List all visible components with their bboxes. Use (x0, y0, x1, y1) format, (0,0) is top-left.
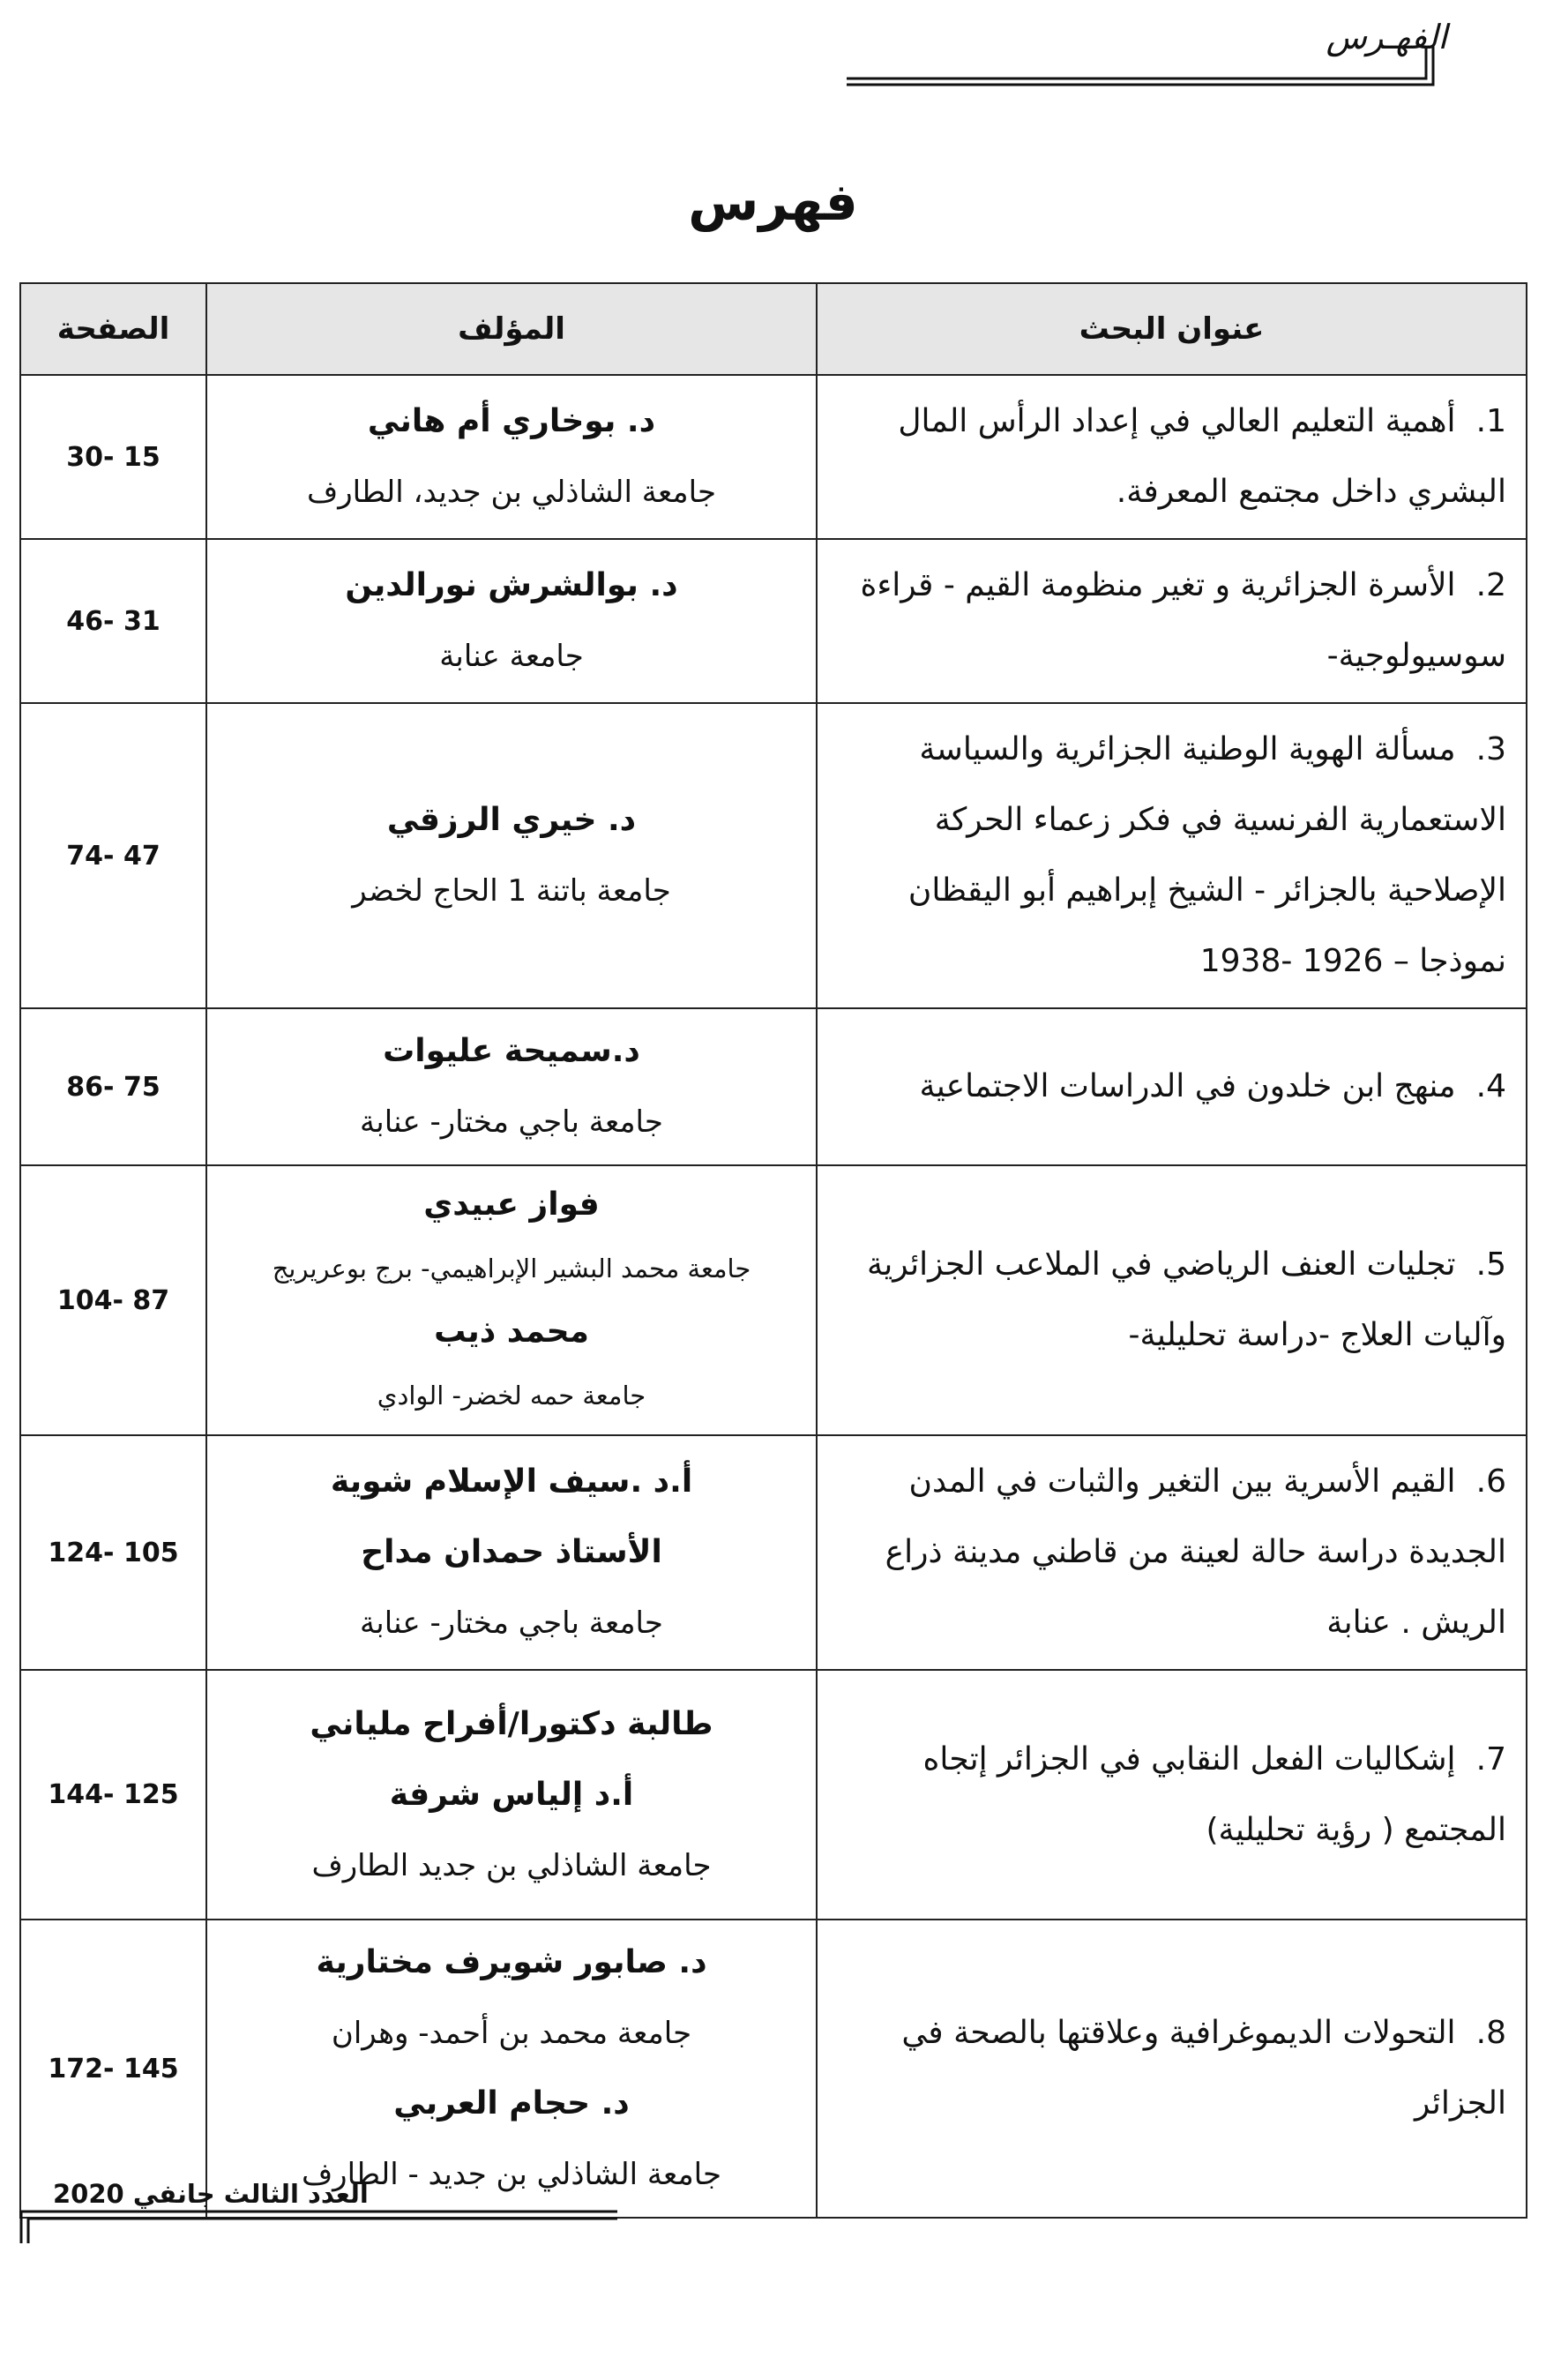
row-title-text: التحولات الديموغرافية وعلاقتها بالصحة في الجزائر (901, 2015, 1506, 2122)
row-title-text: تجليات العنف الرياضي في الملاعب الجزائرية وآليات العلاج -دراسة تحليلية- (866, 1246, 1506, 1353)
table-row (20, 1165, 1527, 1435)
table-row (20, 1670, 1527, 1920)
table-row (20, 539, 1527, 703)
author-name: د. بوخاري أم هاني (367, 403, 656, 439)
row-authors (206, 1670, 817, 1920)
header-title: عنوان البحث (817, 283, 1527, 375)
row-pages: 75 -86 (20, 1008, 206, 1165)
table-row (20, 1920, 1527, 2218)
header-author: المؤلف (206, 283, 817, 375)
table-row (20, 375, 1527, 539)
row-authors (206, 1165, 817, 1435)
author-name: د. بوالشرش نورالدين (345, 567, 678, 603)
table-row (20, 703, 1527, 1008)
author-affiliation: جامعة الشاذلي بن جديد - الطارف (301, 2157, 722, 2192)
author-affiliation: جامعة عنابة (439, 639, 584, 674)
row-title (817, 1670, 1527, 1920)
running-head: الفهـرس (1326, 18, 1447, 56)
row-title (817, 1165, 1527, 1435)
issue-footer: العدد الثالث جانفي 2020 (53, 2179, 369, 2209)
author-name: د. صابور شويرف مختارية (316, 1944, 707, 1980)
author-name: طالبة دكتورا/أفراح ملياني (310, 1705, 713, 1742)
row-number: 5. (1475, 1246, 1506, 1283)
header-rule (847, 34, 1446, 88)
row-authors (206, 1435, 817, 1670)
author-name: د.سميحة عليوات (383, 1033, 640, 1069)
row-pages: 125 -144 (20, 1670, 206, 1920)
author-name: أ.د .سيف الإسلام شوية (330, 1463, 693, 1500)
author-name: د. حجام العربي (393, 2085, 630, 2122)
row-authors (206, 703, 817, 1008)
row-number: 2. (1475, 567, 1506, 603)
author-affiliation: جامعة حمه لخضر- الوادي (377, 1381, 646, 1411)
row-number: 3. (1475, 731, 1506, 767)
author-affiliation: جامعة باجي مختار- عنابة (360, 1605, 663, 1641)
row-title (817, 1920, 1527, 2218)
author-affiliation: جامعة باجي مختار- عنابة (360, 1104, 663, 1140)
page-title: فهرس (688, 172, 858, 232)
row-pages: 145 -172 (20, 1920, 206, 2218)
row-title-text: القيم الأسرية بين التغير والثبات في المدن الجديدة دراسة حالة لعينة من قاطني مدينة ذراع الريش . عنابة (885, 1463, 1506, 1641)
row-title (817, 1435, 1527, 1670)
toc-table (19, 282, 1527, 2219)
table-row (20, 1008, 1527, 1165)
author-name: الأستاذ حمدان مداح (361, 1534, 662, 1570)
table-row (20, 1435, 1527, 1670)
row-title (817, 703, 1527, 1008)
row-title-text: إشكاليات الفعل النقابي في الجزائر إتجاه المجتمع ( رؤية تحليلية) (922, 1740, 1506, 1848)
row-title-text: أهمية التعليم العالي في إعداد الرأس المال البشري داخل مجتمع المعرفة. (898, 403, 1506, 510)
author-affiliation: جامعة محمد البشير الإبراهيمي- برج بوعريريج (272, 1254, 751, 1284)
row-number: 6. (1475, 1463, 1506, 1500)
row-pages: 87 -104 (20, 1165, 206, 1435)
row-title (817, 539, 1527, 703)
author-affiliation: جامعة الشاذلي بن جديد الطارف (311, 1847, 712, 1883)
footer-rule (18, 2201, 617, 2254)
row-number: 1. (1475, 403, 1506, 439)
row-title-text: الأسرة الجزائرية و تغير منظومة القيم - قراءة سوسيولوجية- (860, 567, 1506, 674)
row-authors (206, 1008, 817, 1165)
row-number: 4. (1475, 1068, 1506, 1104)
author-affiliation: جامعة الشاذلي بن جديد، الطارف (307, 475, 716, 510)
row-title (817, 375, 1527, 539)
author-affiliation: جامعة باتنة 1 الحاج لخضر (352, 873, 671, 909)
row-pages: 15 -30 (20, 375, 206, 539)
row-number: 7. (1475, 1740, 1506, 1778)
table-header-row (20, 283, 1527, 375)
row-authors (206, 375, 817, 539)
author-affiliation: جامعة محمد بن أحمد- وهران (331, 2016, 692, 2051)
row-pages: 31 -46 (20, 539, 206, 703)
row-title-text: منهج ابن خلدون في الدراسات الاجتماعية (919, 1068, 1456, 1104)
author-name: فواز عبيدي (423, 1186, 600, 1223)
row-pages: 105 -124 (20, 1435, 206, 1670)
author-name: محمد ذيب (434, 1313, 589, 1350)
author-name: أ.د إلياس شرفة (389, 1776, 634, 1813)
row-title (817, 1008, 1527, 1165)
row-title-text: مسألة الهوية الوطنية الجزائرية والسياسة الاستعمارية الفرنسية في فكر زعماء الحركة الإصلاحية بالجزائر - الشيخ إبراهيم أبو اليقظان نموذجا – 1926 -1938 (907, 731, 1506, 979)
row-number: 8. (1475, 2015, 1506, 2051)
author-name: د. خيري الرزقي (386, 802, 637, 838)
row-authors (206, 1920, 817, 2218)
header-pages: الصفحة (20, 283, 206, 375)
row-authors (206, 539, 817, 703)
row-pages: 47 -74 (20, 703, 206, 1008)
